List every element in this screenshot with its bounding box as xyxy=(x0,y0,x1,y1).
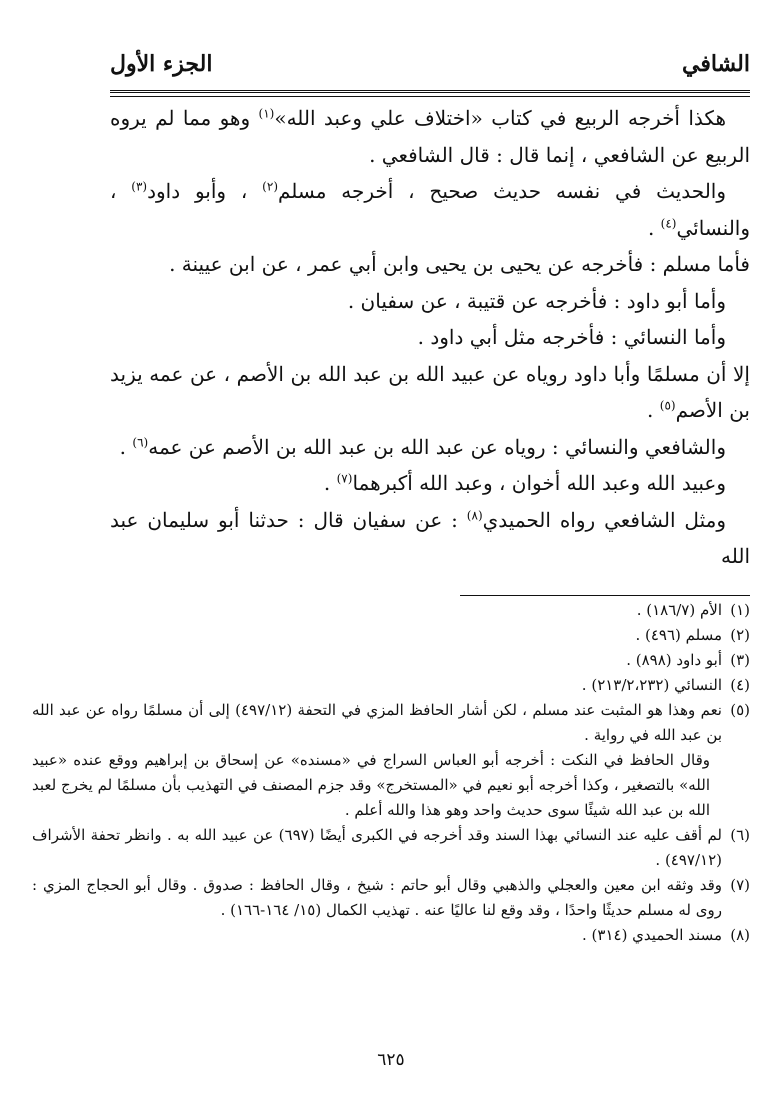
footnote-number: (٥) xyxy=(730,701,750,719)
footnote-ref-3[interactable]: (٣) xyxy=(131,179,148,194)
footnote-5: (٥) نعم وهذا هو المثبت عند مسلم ، لكن أشار الحافظ المزي في التحفة (٤٩٧/١٢) إلى أن مسلمًا رواه عن عبد الله بن عبد الله في رواية . xyxy=(32,698,750,748)
footnote-7: (٧) وقد وثقه ابن معين والعجلي والذهبي وقال أبو حاتم : شيخ ، وقال الحافظ : صدوق . وقال أبو الحجاج المزي : روى له مسلم حديثًا واحدًا ، وقد وقع لنا عاليًا عنه . تهذيب الكمال (١٥/ ١٦٤-١٦٦) . xyxy=(32,873,750,923)
paragraph-1: هكذا أخرجه الربيع في كتاب «اختلاف علي وعبد الله»$^{(١)}$ وهو مما لم يروه الربيع عن الشافعي ، إنما قال : قال الشافعي . xyxy=(110,106,750,167)
main-text xyxy=(110,100,750,575)
footnote-number: (١) xyxy=(730,601,750,619)
paragraph-3: فأما مسلم : فأخرجه عن يحيى بن يحيى وابن أبي عمر ، عن ابن عيينة . xyxy=(169,252,750,276)
footnote-1: (١) الأم (١٨٦/٧) . xyxy=(32,598,750,623)
footnote-2: (٢) مسلم (٤٩٦) . xyxy=(32,623,750,648)
footnote-ref-2[interactable]: (٢) xyxy=(262,179,278,194)
footnote-8: (٨) مسند الحميدي (٣١٤) . xyxy=(32,923,750,948)
running-header xyxy=(110,44,750,84)
footnote-3: (٣) أبو داود (٨٩٨) . xyxy=(32,648,750,673)
book-title: الشافي xyxy=(682,51,750,77)
footnote-ref-1[interactable]: (١) xyxy=(258,106,275,121)
header-rule xyxy=(110,90,750,97)
volume-label: الجزء الأول xyxy=(110,51,213,77)
footnote-number: (٤) xyxy=(730,676,750,694)
paragraph-6: إلا أن مسلمًا وأبا داود روياه عن عبيد الله بن عبد الله بن الأصم ، عن عمه يزيد بن الأصم$^{(٥)}$ . xyxy=(110,361,750,422)
paragraph-2: والحديث في نفسه حديث صحيح ، أخرجه مسلم$^{(٢)}$ ، وأبو داود$^{(٣)}$ ، والنسائي$^{(٤)}$ . xyxy=(110,179,750,240)
footnote-6: (٦) لم أقف عليه عند النسائي بهذا السند وقد أخرجه في الكبرى أيضًا (٦٩٧) عن عبيد الله به . وانظر تحفة الأشراف (٤٩٧/١٢) . xyxy=(32,823,750,873)
footnote-number: (٧) xyxy=(730,876,750,894)
footnote-separator xyxy=(460,595,750,596)
footnote-ref-4[interactable]: (٤) xyxy=(660,215,677,230)
footnotes xyxy=(32,598,750,948)
footnote-number: (٦) xyxy=(730,826,750,844)
paragraph-9: ومثل الشافعي رواه الحميدي$^{(٨)}$ : عن سفيان قال : حدثنا أبو سليمان عبد الله xyxy=(110,507,750,568)
footnote-ref-8[interactable]: (٨) xyxy=(466,507,483,522)
paragraph-5: وأما النسائي : فأخرجه مثل أبي داود . xyxy=(417,325,726,349)
footnote-number: (٨) xyxy=(730,926,750,944)
paragraph-7: والشافعي والنسائي : روياه عن عبد الله بن عبد الله بن الأصم عن عمه$^{(٦)}$ . xyxy=(119,434,726,459)
footnote-ref-5[interactable]: (٥) xyxy=(659,398,676,413)
footnote-ref-7[interactable]: (٧) xyxy=(336,471,353,486)
paragraph-4: وأما أبو داود : فأخرجه عن قتيبة ، عن سفيان . xyxy=(347,288,726,313)
footnote-ref-6[interactable]: (٦) xyxy=(132,434,149,449)
page-number: ٦٢٥ xyxy=(377,1050,405,1070)
footnote-5-continuation: وقال الحافظ في النكت : أخرجه أبو العباس السراج في «مسنده» عن إسحاق بن إبراهيم ووقع عنده «عبيد الله» بالتصغير ، وكذا أخرجه أبو نعيم في «المستخرج» وقد جزم المصنف في التهذيب بأن مسلمًا لم يخرج لعبد الله بن عبد الله شيئًا سوى حديث واحد وهو هذا والله أعلم . xyxy=(32,751,710,819)
footnote-number: (٣) xyxy=(730,651,750,669)
footnote-number: (٢) xyxy=(730,626,750,644)
paragraph-8: وعبيد الله وعبد الله أخوان ، وعبد الله أكبرهما$^{(٧)}$ . xyxy=(323,471,726,495)
footnote-4: (٤) النسائي (٢١٣/٢،٢٣٢) . xyxy=(32,673,750,698)
